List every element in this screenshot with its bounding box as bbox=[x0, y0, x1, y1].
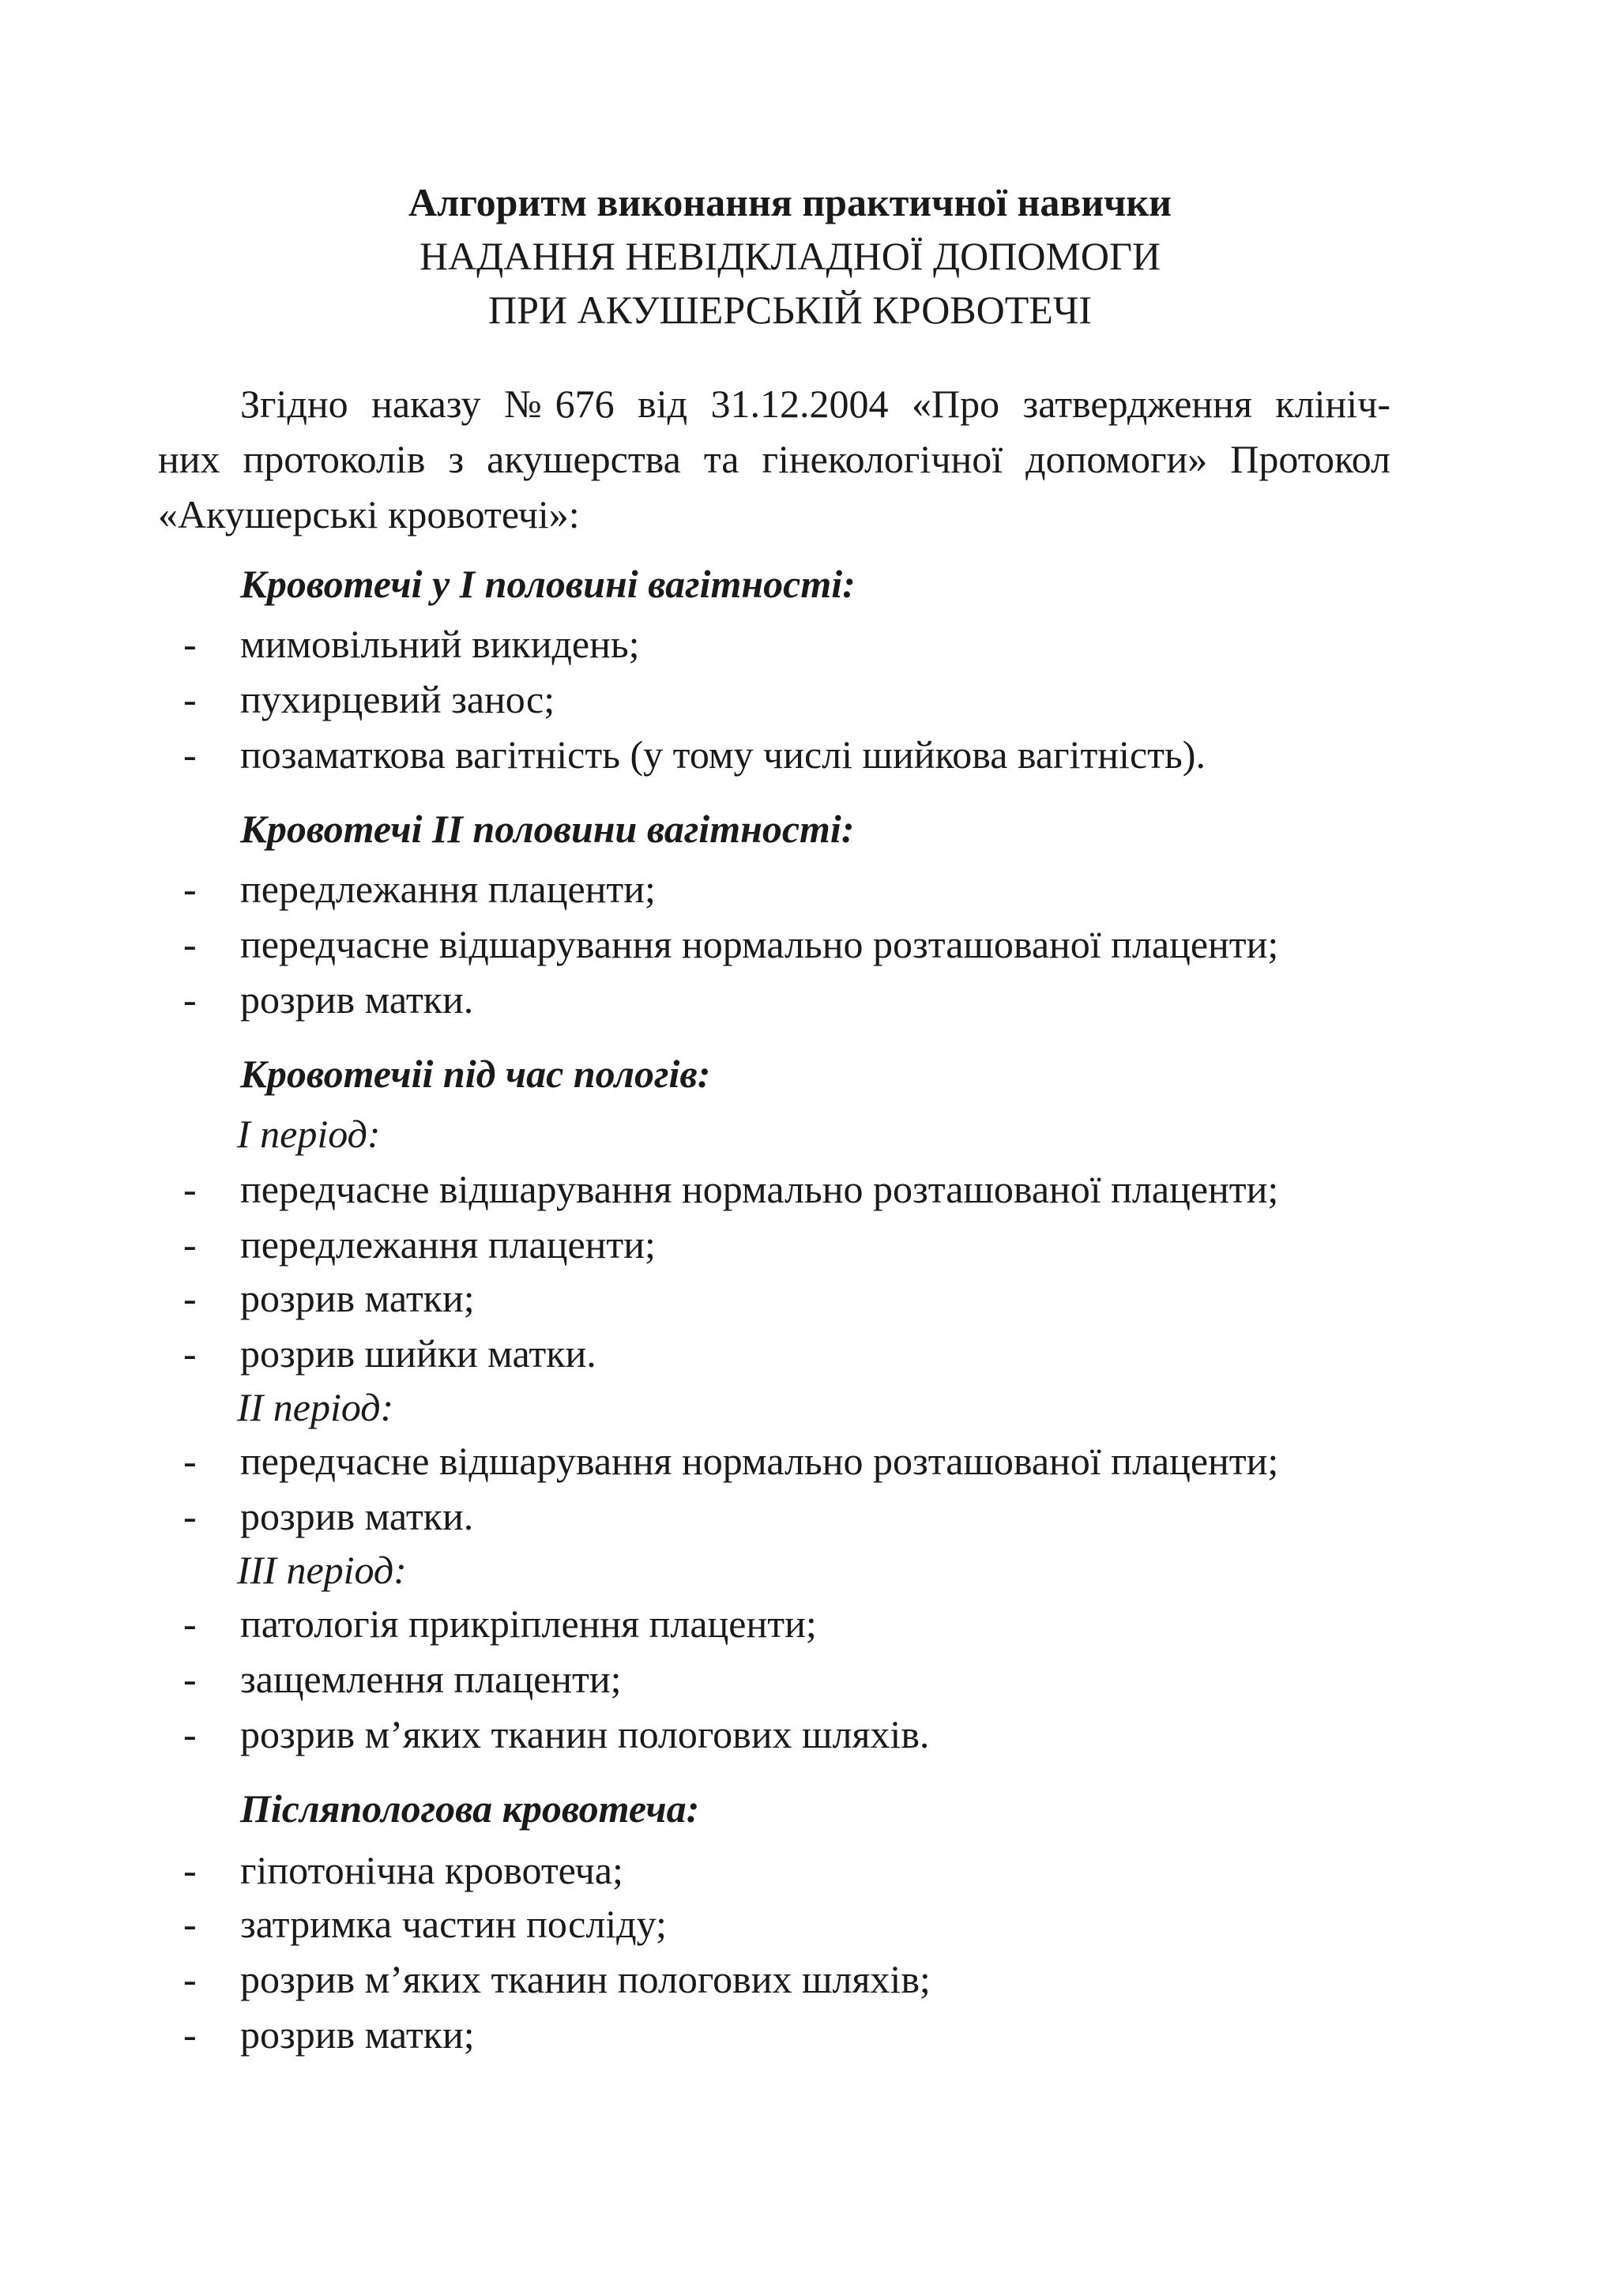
list-item bbox=[183, 1711, 929, 1757]
list-item-text: гіпотонічна кровотеча; bbox=[240, 1848, 623, 1892]
period-label-2: ІІ період: bbox=[237, 1385, 394, 1429]
list-item-text: передчасне відшарування нормально розташованої плаценти; bbox=[240, 1167, 1279, 1211]
list-item-text: передлежання плаценти; bbox=[240, 1222, 656, 1267]
list-dash: - bbox=[183, 622, 197, 666]
list-item bbox=[183, 676, 555, 722]
list-item-text: затримка частин посліду; bbox=[240, 1902, 667, 1946]
list-item bbox=[183, 732, 1206, 777]
heading-postpartum: Післяпологова кровотеча: bbox=[240, 1786, 700, 1831]
list-item bbox=[183, 921, 1278, 967]
list-dash: - bbox=[183, 1712, 197, 1756]
list-item bbox=[183, 1166, 1278, 1212]
list-dash: - bbox=[183, 1276, 197, 1320]
list-dash: - bbox=[183, 732, 197, 777]
list-item bbox=[183, 1221, 656, 1267]
list-dash: - bbox=[183, 1222, 197, 1267]
title-line-1: Алгоритм виконання практичної навички bbox=[408, 180, 1172, 224]
intro-line-1: Згідно наказу №676 від 31.12.2004 «Про затвердження клініч- bbox=[240, 382, 1390, 426]
list-item-text: патологія прикріплення плаценти; bbox=[240, 1602, 817, 1646]
list-item-text: розрив м’яких тканин пологових шляхів; bbox=[240, 1957, 931, 2001]
list-item-text: позаматкова вагітність (у тому числі шийкова вагітність). bbox=[240, 732, 1206, 777]
list-dash: - bbox=[183, 977, 197, 1022]
list-item-text: розрив шийки матки. bbox=[240, 1331, 596, 1376]
list-item-text: розрив матки; bbox=[240, 2012, 475, 2057]
list-item-text: розрив матки; bbox=[240, 1276, 475, 1320]
list-dash: - bbox=[183, 1657, 197, 1701]
list-item bbox=[183, 1438, 1278, 1484]
intro-line-3: «Акушерські кровотечі»: bbox=[158, 492, 580, 536]
list-dash: - bbox=[183, 922, 197, 966]
list-item bbox=[183, 1656, 622, 1702]
list-dash: - bbox=[183, 1494, 197, 1538]
list-item bbox=[183, 1331, 596, 1376]
list-dash: - bbox=[183, 1331, 197, 1376]
list-item bbox=[183, 866, 656, 912]
list-dash: - bbox=[183, 867, 197, 911]
list-item bbox=[183, 1601, 817, 1647]
list-dash: - bbox=[183, 1902, 197, 1946]
list-item bbox=[183, 1901, 667, 1947]
list-item-text: защемлення плаценти; bbox=[240, 1657, 622, 1701]
list-item bbox=[183, 621, 640, 667]
title-line-3: ПРИ АКУШЕРСЬКІЙ КРОВОТЕЧІ bbox=[487, 288, 1092, 332]
list-item bbox=[183, 1493, 473, 1539]
heading-labor: Кровотечіі під час пологів: bbox=[240, 1052, 711, 1096]
list-item-text: передчасне відшарування нормально розташованої плаценти; bbox=[240, 922, 1279, 966]
list-item bbox=[183, 2012, 475, 2057]
list-item-text: пухирцевий занос; bbox=[240, 677, 555, 721]
list-item bbox=[183, 1275, 475, 1321]
list-dash: - bbox=[183, 1602, 197, 1646]
list-item-text: передлежання плаценти; bbox=[240, 867, 656, 911]
list-item-text: розрив м’яких тканин пологових шляхів. bbox=[240, 1712, 930, 1756]
list-item bbox=[183, 1847, 623, 1893]
list-item-text: мимовільний викидень; bbox=[240, 622, 640, 666]
intro-paragraph bbox=[158, 376, 1390, 542]
list-dash: - bbox=[183, 2012, 197, 2057]
document-title bbox=[0, 175, 1580, 337]
list-item bbox=[183, 1956, 931, 2002]
list-item-text: розрив матки. bbox=[240, 977, 474, 1022]
list-dash: - bbox=[183, 1439, 197, 1483]
list-item-text: розрив матки. bbox=[240, 1494, 474, 1538]
heading-first-half: Кровотечі у І половині вагітності: bbox=[240, 562, 856, 606]
list-dash: - bbox=[183, 1957, 197, 2001]
heading-second-half: Кровотечі ІІ половини вагітності: bbox=[240, 807, 855, 851]
list-item-text: передчасне відшарування нормально розташованої плаценти; bbox=[240, 1439, 1279, 1483]
list-item bbox=[183, 977, 473, 1022]
list-dash: - bbox=[183, 677, 197, 721]
intro-line-2: них протоколів з акушерства та гінекологічної допомоги» Протокол bbox=[158, 437, 1390, 481]
period-label-1: І період: bbox=[237, 1112, 381, 1156]
period-label-3: ІІІ період: bbox=[237, 1548, 407, 1592]
title-line-2: НАДАННЯ НЕВІДКЛАДНОЇ ДОПОМОГИ bbox=[419, 234, 1161, 278]
list-dash: - bbox=[183, 1167, 197, 1211]
list-dash: - bbox=[183, 1848, 197, 1892]
